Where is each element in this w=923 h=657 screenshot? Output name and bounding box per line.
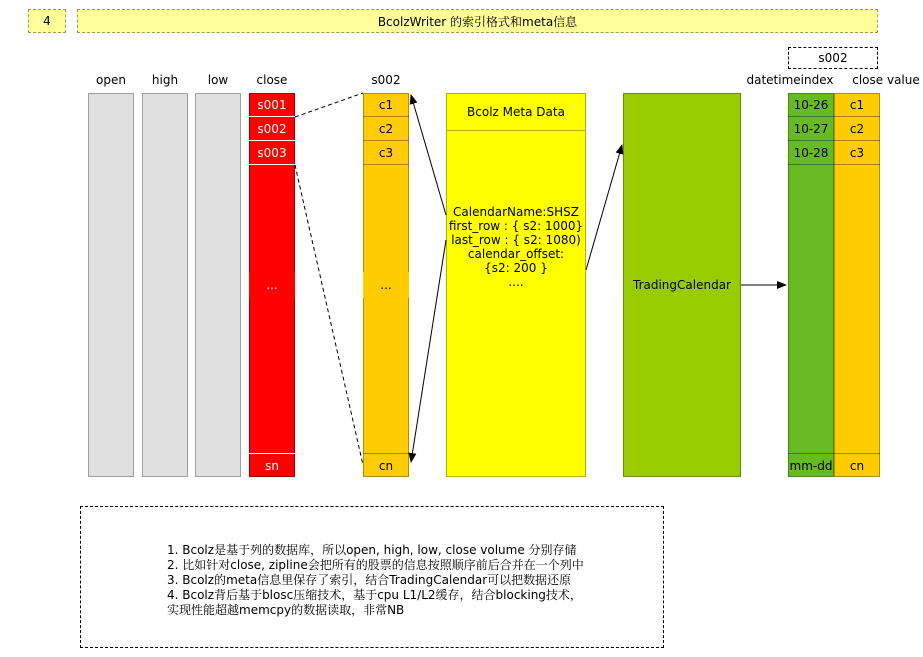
meta-line-first-row: first_row : { s2: 1000}: [448, 219, 584, 233]
s002-cell-c2: c2: [363, 117, 409, 141]
trading-calendar-box: [623, 93, 741, 477]
close-cell-s002: s002: [249, 117, 295, 141]
close-value-cell-c1: c1: [834, 93, 880, 117]
datetime-cell-10-26: 10-26: [788, 93, 834, 117]
s002-cell-cn: cn: [363, 453, 409, 477]
step-number: 4: [43, 14, 51, 28]
open-column: [88, 93, 134, 477]
note-line-5: 实现性能超越memcpy的数据读取，非常NB: [167, 603, 405, 617]
close-value-cell-c2: c2: [834, 117, 880, 141]
diagram-title-box: [77, 9, 878, 33]
diagram-title: BcolzWriter 的索引格式和meta信息: [377, 14, 578, 29]
datetime-cell-10-27: 10-27: [788, 117, 834, 141]
close-cell-ellipsis: ...: [249, 272, 295, 298]
column-label-close: close: [256, 73, 288, 87]
column-label-low: low: [207, 73, 229, 87]
close-value-cell-c3: c3: [834, 141, 880, 165]
datetime-cell-10-28: 10-28: [788, 141, 834, 165]
trading-calendar-label: TradingCalendar: [633, 278, 731, 292]
step-number-box: [28, 9, 66, 33]
arrow-meta-to-s002-bottom: [411, 240, 446, 462]
meta-data-title: Bcolz Meta Data: [446, 93, 586, 131]
note-line-3: 3. Bcolz的meta信息里保存了索引，结合TradingCalendar可以把数据还原: [167, 573, 572, 587]
s002-cell-c1: c1: [363, 93, 409, 117]
close-value-cell-cn: cn: [834, 453, 880, 477]
low-column: [195, 93, 241, 477]
arrow-meta-to-s002-top: [411, 95, 446, 215]
meta-line-calendar-offset: calendar_offset:: [467, 247, 565, 261]
note-line-4: 4. Bcolz背后基于blosc压缩技术，基于cpu L1/L2缓存，结合blocking技术，: [167, 588, 582, 602]
s002-cell-c3: c3: [363, 141, 409, 165]
high-column: [142, 93, 188, 477]
close-cell-s003: s003: [249, 141, 295, 165]
dashed-link-s002-bottom: [295, 165, 363, 465]
close-cell-sn: sn: [249, 453, 295, 477]
meta-line-ellipsis: ....: [508, 275, 524, 289]
datetime-cell-mm-dd: mm-dd: [788, 453, 834, 477]
column-label-high: high: [151, 73, 179, 87]
meta-line-offset-value: {s2: 200 }: [484, 261, 548, 275]
column-label-datetimeindex: datetimeindex: [746, 73, 834, 87]
meta-data-lines: [446, 205, 586, 289]
column-label-open: open: [96, 73, 126, 87]
notes-box: [80, 506, 664, 648]
s002-group-label-box: [788, 47, 878, 69]
note-line-1: 1. Bcolz是基于列的数据库，所以open, high, low, close volume 分别存储: [167, 543, 577, 557]
column-label-close-value: close value: [852, 73, 920, 87]
arrow-meta-to-calendar: [586, 145, 622, 270]
column-label-s002: s002: [371, 73, 401, 87]
notes-list: [167, 543, 584, 618]
s002-cell-ellipsis: ...: [363, 272, 409, 298]
close-cell-s001: s001: [249, 93, 295, 117]
note-line-2: 2. 比如针对close, zipline会把所有的股票的信息按照顺序前后合并在一个列中: [167, 558, 584, 572]
meta-line-last-row: last_row : { s2: 1080): [451, 233, 581, 247]
dashed-link-s002-top: [295, 93, 363, 117]
meta-line-calendar-name: CalendarName:SHSZ: [453, 205, 579, 219]
s002-group-label: s002: [818, 51, 848, 65]
